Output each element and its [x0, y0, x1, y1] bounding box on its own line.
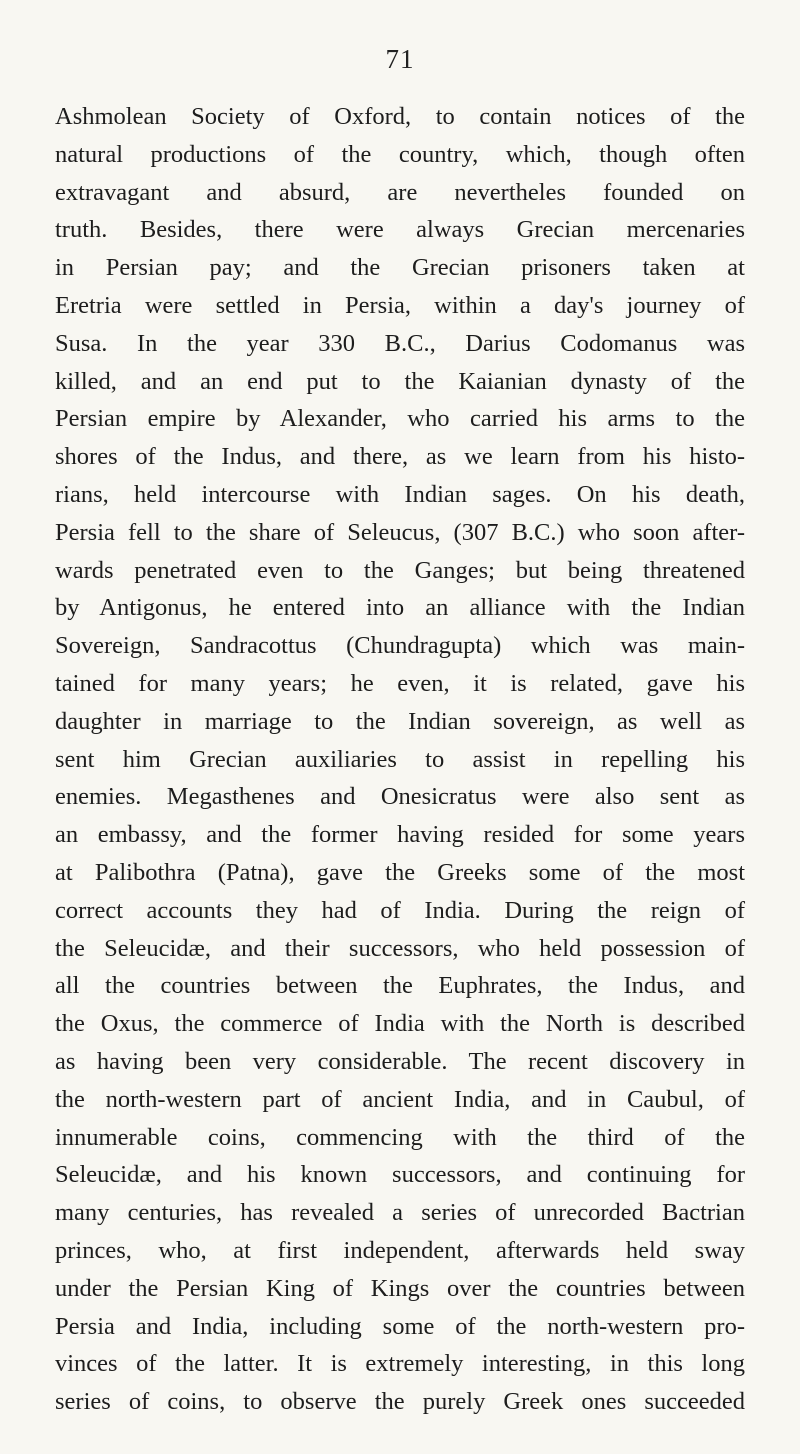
text-line: killed, and an end put to the Kaianian dynasty of the [55, 367, 745, 395]
text-line: truth. Besides, there were always Grecian mercenaries [55, 216, 745, 244]
text-line: wards penetrated even to the Ganges; but being threatened [55, 556, 745, 584]
text-line: Persian empire by Alexander, who carried his arms to the [55, 405, 745, 433]
text-line: princes, who, at first independent, afterwards held sway [55, 1236, 745, 1264]
text-line: natural productions of the country, which, though often [55, 140, 745, 168]
body-paragraph [55, 98, 745, 1421]
text-line: series of coins, to observe the purely Greek ones succeeded [55, 1388, 745, 1416]
text-line: innumerable coins, commencing with the third of the [55, 1123, 745, 1151]
text-line: daughter in marriage to the Indian sovereign, as well as [55, 707, 745, 735]
text-line: in Persian pay; and the Grecian prisoners taken at [55, 254, 745, 282]
text-line: Persia and India, including some of the north-western pro- [55, 1312, 745, 1340]
text-line: vinces of the latter. It is extremely interesting, in this long [55, 1350, 745, 1378]
text-line: sent him Grecian auxiliaries to assist in repelling his [55, 745, 745, 773]
text-line: by Antigonus, he entered into an alliance with the Indian [55, 594, 745, 622]
text-line: extravagant and absurd, are nevertheles founded on [55, 178, 745, 206]
text-line: the north-western part of ancient India, and in Caubul, of [55, 1085, 745, 1113]
text-line: Susa. In the year 330 B.C., Darius Codomanus was [55, 329, 745, 357]
text-line: Ashmolean Society of Oxford, to contain notices of the [55, 103, 745, 130]
text-line: the Seleucidæ, and their successors, who held possession of [55, 934, 745, 962]
text-line: shores of the Indus, and there, as we learn from his histo- [55, 443, 745, 471]
text-line: Eretria were settled in Persia, within a day's journey of [55, 291, 745, 319]
text-line: many centuries, has revealed a series of unrecorded Bactrian [55, 1199, 745, 1227]
text-line: under the Persian King of Kings over the countries between [55, 1274, 745, 1302]
text-line: correct accounts they had of India. During the reign of [55, 896, 745, 924]
text-line: at Palibothra (Patna), gave the Greeks some of the most [55, 858, 745, 886]
text-line: Seleucidæ, and his known successors, and continuing for [55, 1161, 745, 1189]
text-line: an embassy, and the former having resided for some years [55, 821, 745, 849]
page-number: 71 [385, 44, 415, 74]
text-line: Sovereign, Sandracottus (Chundragupta) which was main- [55, 632, 745, 660]
text-line: Persia fell to the share of Seleucus, (307 B.C.) who soon after- [55, 518, 745, 546]
text-line: as having been very considerable. The recent discovery in [55, 1047, 745, 1075]
text-line: all the countries between the Euphrates, the Indus, and [55, 972, 745, 1000]
text-line: the Oxus, the commerce of India with the North is described [55, 1010, 745, 1038]
text-line: rians, held intercourse with Indian sages. On his death, [55, 480, 745, 508]
text-line: enemies. Megasthenes and Onesicratus were also sent as [55, 783, 745, 811]
text-line: tained for many years; he even, it is related, gave his [55, 669, 745, 697]
